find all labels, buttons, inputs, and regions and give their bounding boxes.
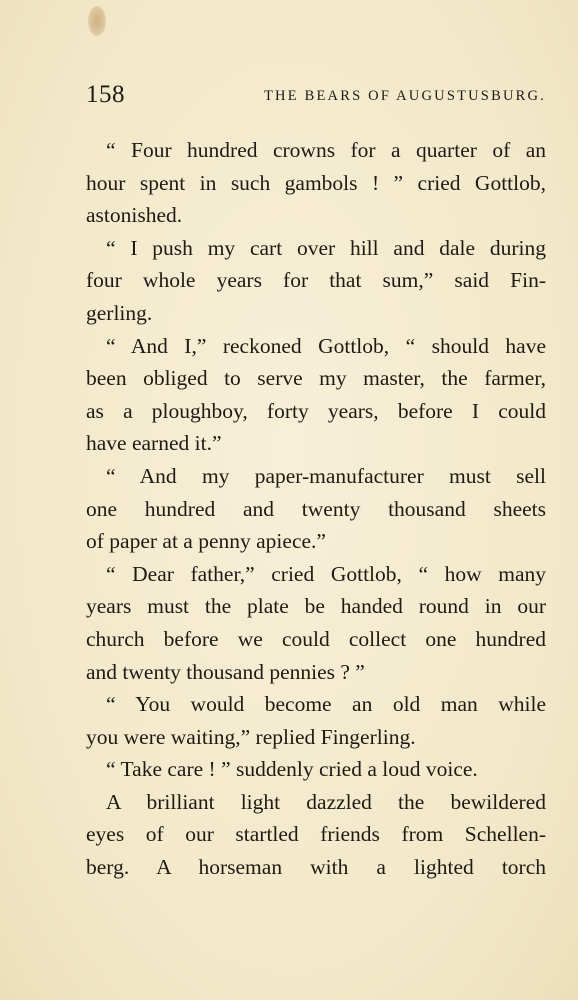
text-line: been obliged to serve my master, the farmer,: [86, 366, 546, 391]
body-text: [86, 134, 546, 884]
text-line: have earned it.”: [86, 431, 222, 456]
paper-stain: [88, 6, 106, 36]
text-line: years must the plate be handed round in our: [86, 594, 546, 619]
text-line: berg. A horseman with a lighted torch: [86, 855, 546, 880]
text-line: you were waiting,” replied Fingerling.: [86, 724, 416, 749]
text-line: one hundred and twenty thousand sheets: [86, 496, 546, 521]
text-line: and twenty thousand pennies ? ”: [86, 659, 365, 684]
text-line: “ And my paper-manufacturer must sell: [106, 463, 546, 488]
page-number: 158: [86, 81, 125, 108]
text-line: eyes of our startled friends from Schellen-: [86, 822, 546, 847]
text-line: “ And I,” reckoned Gottlob, “ should have: [106, 333, 546, 358]
text-line: of paper at a penny apiece.”: [86, 529, 326, 554]
text-line: “ Dear father,” cried Gottlob, “ how many: [106, 561, 546, 586]
text-line: as a ploughboy, forty years, before I could: [86, 398, 546, 423]
text-line: hour spent in such gambols ! ” cried Gottlob,: [86, 170, 546, 195]
running-head: [86, 80, 546, 110]
text-line: astonished.: [86, 203, 183, 228]
text-line: gerling.: [86, 300, 153, 325]
text-line: church before we could collect one hundred: [86, 626, 546, 651]
text-line: “ I push my cart over hill and dale during: [106, 235, 546, 260]
text-line: “ You would become an old man while: [106, 692, 546, 717]
text-line: A brilliant light dazzled the bewildered: [106, 789, 546, 814]
text-line: “ Four hundred crowns for a quarter of an: [106, 138, 546, 162]
text-line: “ Take care ! ” suddenly cried a loud voice.: [106, 757, 478, 782]
running-title: THE BEARS OF AUGUSTUSBURG.: [264, 88, 546, 104]
text-line: four whole years for that sum,” said Fin-: [86, 268, 546, 293]
